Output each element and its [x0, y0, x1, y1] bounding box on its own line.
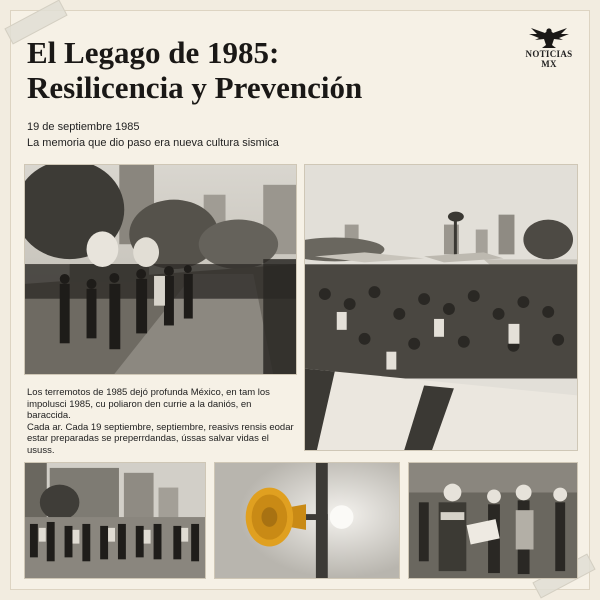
subtitle-line: La memoria que dio paso era nueva cultura sismica — [27, 137, 279, 149]
article-body — [27, 387, 295, 456]
logo-text-line2: MX — [541, 59, 557, 69]
article-line: impolusci 1985, cu poliaron den currie a la daniós, en baraccida. — [27, 398, 252, 421]
crowd-tents-photo — [304, 164, 578, 451]
title-line-2: Resilicencia y Prevención — [27, 70, 363, 105]
noticias-logo — [519, 25, 579, 69]
alert-siren-photo — [214, 462, 400, 579]
date-line: 19 de septiembre 1985 — [27, 121, 140, 133]
article-line: estar preparadas se preperrdandas, ússas salvar vidas el ususs. — [27, 433, 269, 456]
funeral-procession-photo — [24, 164, 297, 375]
street-march-photo — [24, 462, 206, 579]
article-line: Los terremotos de 1985 dejó profunda México, en tam los — [27, 387, 270, 398]
eagle-icon — [527, 25, 571, 49]
title-line-1: El Legago de 1985: — [27, 35, 280, 70]
rescue-workers-photo — [408, 462, 578, 579]
page-title — [27, 35, 497, 105]
logo-text-line1: NOTICIAS — [525, 49, 573, 59]
newspaper-page — [10, 10, 590, 590]
article-line: Cada ar. Cada 19 septiembre, septiembre, reasivs rensis eodar — [27, 421, 294, 433]
